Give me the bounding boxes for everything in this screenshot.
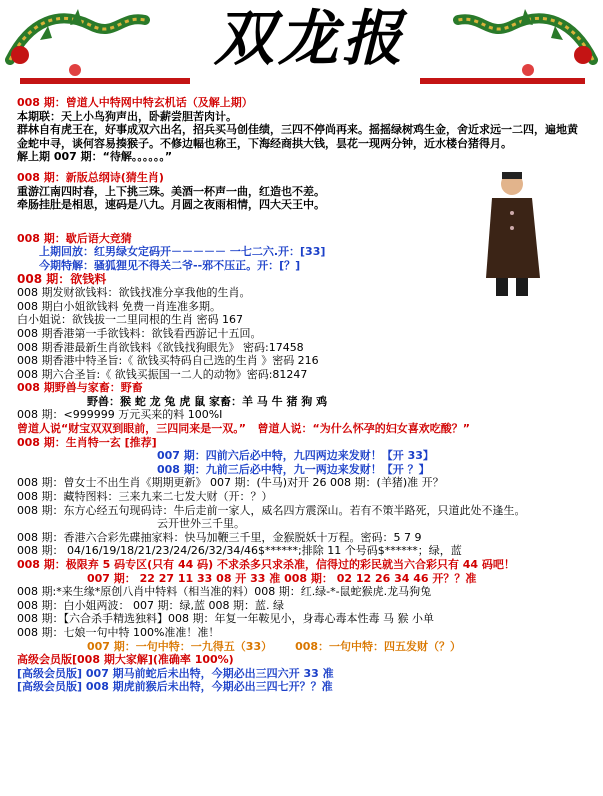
s8-oneline-row [17,640,597,654]
s5-quote-b: 曾道人说：“为什么怀孕的妇女喜欢吃酸？” [257,422,470,436]
header [0,0,603,95]
s1-poem: 群林自有虎王在，好事成双六出名，招兵买马创佳绩，三四不停尚再来。摇摇绿树鸡生金，舍近求远一二四，遍地黄金蛇中寻，谈何容易揍猴子。不修边幅也称王，下海经商拱大钱，昙花一现两分钟，近水楼台猪得月。 [17,123,578,150]
s7-line: 007 期： 22 27 11 33 08 开 33 准 008 期： 02 12 26 34 46 开？？准 [87,571,477,585]
s3-line: 今期特解：骚狐狸见不得关二爷--邪不压正。开：[？] [39,258,301,272]
s5-line: 野兽：猴 蛇 龙 兔 虎 鼠 家畜：羊 马 牛 猪 狗 鸡 [87,394,328,408]
s5-line: 008 期：<999999 万元买来的料 100%I [17,408,223,422]
s2-heading: 008 期：新版总纲诗(猜生肖) [17,170,164,184]
s4-line: 008 期香港最新生肖欲钱料《欲钱找狗眼先》 密码:17458 [17,340,304,354]
s8-one-a: 007 期：一句中特：一九得五（33） [87,639,273,653]
s4-line: 008 期发财欲钱料：欲钱找准分享我他的生肖。 [17,286,251,300]
s1-answer: 解上期 007 期：“待解。。。。。。” [17,150,173,164]
s4-line: 008 期白小姐欲钱料 免费一肖连准多期。 [17,299,221,313]
s7-line: 008 期:*来生缘*原创八肖中特料（相当准的料）008 期：红.绿-*-鼠蛇猴虎.龙马狗兔 [17,585,432,599]
vip-heading: 高级会员版[008 期大家解](准确率 100%) [17,653,234,667]
s3-heading: 008 期：歇后语大竞猜 [17,231,132,245]
page-title: 双龙报 [214,4,406,74]
right-dragon-icon [453,0,603,82]
s4-line: 008 期香港中特圣旨:《 欲钱买特码自己选的生肖 》密码 216 [17,354,319,368]
s5-heading: 008 期野兽与家畜：野畜 [17,381,143,395]
vip-line: [高级会员版] 008 期虎前猴后未出特，今期必出三四七开？？准 [17,680,333,694]
s6-line: 008 期：九前三后必中特，九一两边来发财！【开 ？】 [157,462,430,476]
s7-line: 008 期：极限弃 5 码专区(只有 44 码) 不求杀多只求杀准，信得过的彩民就当六合彩只有 44 码吧！ [17,558,515,571]
s5-quote-a: 曾道人说“财宝双双到眼前，三四同来是一双。” [17,422,246,436]
s5-quote-row [17,422,597,436]
s6-line: 007 期：四前六后必中特，九四两边来发财！【开 33】 [157,449,434,463]
s2-line: 牵肠挂肚是相思，速码是八九。月圆之夜雨相情，四大天王中。 [17,198,325,212]
right-stripe [420,78,585,84]
content [17,96,597,694]
s4-line: 008 期六合圣旨:《 欲钱买振国一二人的动物》密码:81247 [17,367,308,381]
s7-line: 008 期：曾女士不出生肖《期期更新》 007 期：(牛马)对开 26 008 期：(羊猪)准 开？ [17,476,444,490]
s4-line: 008 期香港第一手欲钱料：欲钱看西游记十五回。 [17,326,262,340]
s1-line: 本期联：天上小鸟狗声出，卧薪尝胆苦肉计。 [17,109,237,123]
s4-heading: 008 期：欲钱料 [17,272,107,286]
s3-line: 上期回放：红男绿女定码开－－－－－ 一七二六.开：[33] [39,245,326,259]
s6-heading: 008 期：生肖特一玄 [推荐] [17,435,157,449]
s4-line: 白小姐说：欲钱拔一二里同根的生肖 密码 167 [17,313,243,327]
s7-line: 008 期：【六合杀手精选独料】008 期：年复一年鞍见小，身毒心毒本性毒 马 猴 小单 [17,612,434,626]
s7-line: 008 期：东方心经五句现码诗：牛后走前一家人，威名四方震深山。若有不策半路死，只道此处不逢生。 [17,503,526,517]
s7-line: 云开世外三千里。 [157,517,245,531]
s7-line: 008 期：七娘一句中特 100%准准！准！ [17,625,220,639]
s7-line: 008 期：藏特图料：三来九来二七发大财（开：？） [17,490,273,504]
s8-one-b: 008：一句中特：四五发财（？） [295,639,462,653]
left-dragon-icon [0,0,150,82]
s7-line: 008 期： 04/16/19/18/21/23/24/26/32/34/46$******;排除 11 个号码$******；绿，蓝 [17,544,462,558]
s7-line: 008 期：香港六合彩先碟抽家料：快马加鞭三千里，金猴脱妖十万程。密码：5 7 9 [17,530,422,544]
vip-line: [高级会员版] 007 期马前蛇后未出特，今期必出三四六开 33 准 [17,666,334,680]
s2-line: 重游江南四时春，上下挑三珠。美酒一杯声一曲，红造也不差。 [17,184,325,198]
left-stripe [20,78,190,84]
s7-line: 008 期：白小姐两波： 007 期：绿,蓝 008 期：蓝. 绿 [17,598,284,612]
s1-heading: 008 期：曾道人中特网中特玄机话（及解上期） [17,96,253,109]
